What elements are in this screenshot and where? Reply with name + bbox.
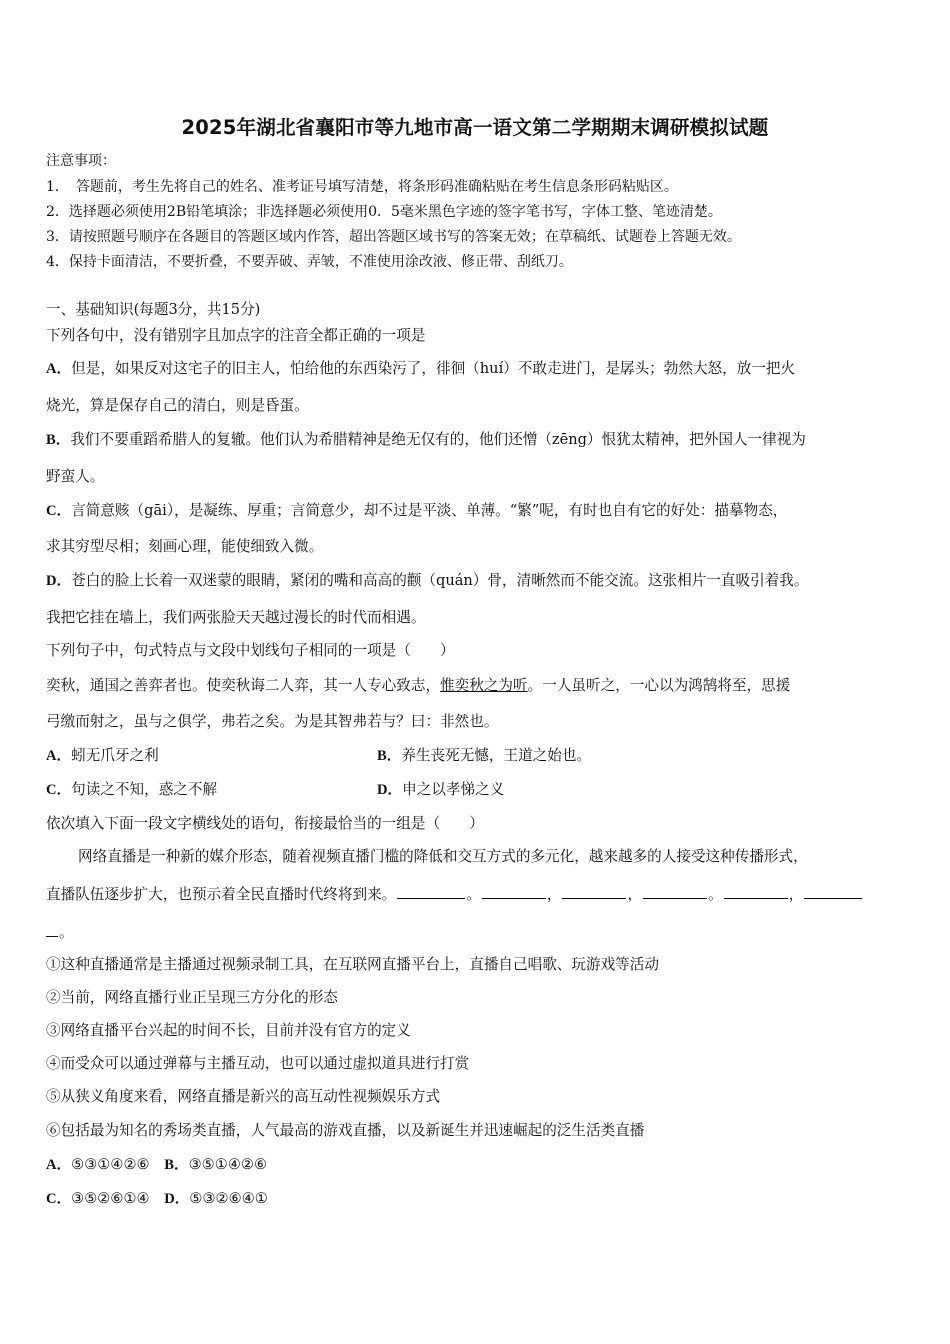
question-3-stem: 依次填入下面一段文字横线处的语句，衔接最恰当的一组是（ ）	[46, 815, 484, 832]
q1-option-a	[46, 359, 916, 379]
underlined-sentence: 惟奕秋之为听	[440, 677, 528, 694]
option-text: 我们不要重蹈希腊人的复辙。他们认为希腊精神是绝无仅有的，他们还憎（zēng）恨犹太精神，把外国人一律视为	[70, 431, 806, 448]
fill-blank	[643, 886, 707, 899]
q2-option-b	[377, 746, 877, 766]
notice-heading: 注意事项：	[46, 153, 116, 169]
q3-item: ②当前，网络直播行业正呈现三方分化的形态	[46, 989, 338, 1006]
option-text: 养生丧死无憾，王道之始也。	[401, 747, 592, 764]
q1-option-d-continued: 我把它挂在墙上，我们两张脸天天越过漫长的时代而相遇。	[46, 609, 426, 626]
blank-punct: ，	[788, 886, 804, 903]
option-label: A．	[46, 1157, 72, 1173]
question-2-stem: 下列句子中，句式特点与文段中划线句子相同的一项是（ ）	[46, 642, 455, 659]
q3-paragraph-end	[46, 923, 916, 943]
passage-text: 奕秋，通国之善弈者也。使奕秋诲二人弈，其一人专心致志，	[46, 677, 441, 694]
blank-punct: 。	[466, 886, 481, 903]
q2-passage-continued: 弓缴而射之，虽与之俱学，弗若之矣。为是其智弗若与？曰：非然也。	[46, 713, 499, 730]
blank-punct: 。	[59, 924, 74, 941]
option-text: 言简意赅（gāi），是凝练、厚重；言简意少，却不过是平淡、单薄。“繁”呢，有时也自有它的好处：描摹物态，	[71, 502, 788, 519]
option-label: C．	[46, 503, 72, 519]
q1-option-b-continued: 野蛮人。	[46, 468, 105, 485]
option-label: C．	[46, 1191, 72, 1207]
q1-option-c	[46, 501, 916, 521]
q3-paragraph-continued	[46, 885, 916, 905]
option-label: B．	[46, 432, 71, 448]
fill-blank	[562, 886, 626, 899]
q2-passage	[46, 676, 916, 696]
q1-option-a-continued: 烧光，算是保存自己的清白，则是昏蛋。	[46, 397, 309, 414]
option-label: D．	[46, 573, 72, 589]
option-label: B．	[377, 748, 402, 764]
option-label: D．	[164, 1191, 190, 1207]
option-text: ⑤③①④②⑥	[71, 1156, 150, 1173]
q2-option-c	[46, 780, 366, 800]
paragraph-text: 直播队伍逐步扩大，也预示着全民直播时代终将到来。	[46, 886, 397, 903]
q2-option-d	[377, 780, 877, 800]
blank-punct: 。	[708, 886, 723, 903]
notice-item: 4．保持卡面清洁，不要折叠，不要弄破、弄皱，不准使用涂改液、修正带、刮纸刀。	[46, 254, 573, 270]
blank-punct: ，	[627, 886, 643, 903]
blank-punct: ，	[546, 886, 562, 903]
q3-paragraph: 网络直播是一种新的媒介形态，随着视频直播门槛的降低和交互方式的多元化，越来越多的人接受这种传播形式，	[78, 848, 808, 865]
page-title: 2025年湖北省襄阳市等九地市高一语文第二学期期末调研模拟试题	[181, 116, 769, 139]
option-text: 但是，如果反对这宅子的旧主人，怕给他的东西染污了，徘徊（huí）不敢走进门，是孱头；勃然大怒，放一把火	[71, 360, 796, 377]
option-text: ③⑤①④②⑥	[188, 1156, 268, 1173]
q2-option-a	[46, 746, 366, 766]
q3-options-row-2	[46, 1189, 916, 1209]
q3-item: ⑥包括最为知名的秀场类直播，人气最高的游戏直播，以及新诞生并迅速崛起的泛生活类直播	[46, 1122, 645, 1139]
q1-option-b	[46, 430, 916, 450]
fill-blank	[46, 924, 58, 937]
option-text: ⑤③②⑥④①	[189, 1190, 268, 1207]
option-text: 蚓无爪牙之利	[71, 747, 159, 764]
option-label: D．	[377, 782, 403, 798]
notice-item: 2．选择题必须使用2B铅笔填涂；非选择题必须使用0．5毫米黑色字迹的签字笔书写，字体工整、笔迹清楚。	[46, 204, 722, 220]
fill-blank	[804, 886, 862, 899]
option-text: 申之以孝悌之义	[402, 781, 505, 798]
passage-text: 。一人虽听之，一心以为鸿鹄将至，思援	[527, 677, 791, 694]
q3-item: ④而受众可以通过弹幕与主播互动，也可以通过虚拟道具进行打赏	[46, 1055, 470, 1072]
fill-blank	[724, 886, 788, 899]
q1-option-c-continued: 求其穷型尽相；刻画心理，能使细致入微。	[46, 538, 324, 555]
fill-blank	[397, 886, 465, 899]
fill-blank	[482, 886, 546, 899]
option-label: B．	[164, 1157, 189, 1173]
option-text: ③⑤②⑥①④	[71, 1190, 150, 1207]
q3-item: ①这种直播通常是主播通过视频录制工具，在互联网直播平台上，直播自己唱歌、玩游戏等活动	[46, 956, 659, 973]
section-heading: 一、基础知识(每题3分，共15分)	[46, 301, 261, 318]
option-label: A．	[46, 748, 72, 764]
q1-option-d	[46, 571, 916, 591]
q3-item: ⑤从狭义角度来看，网络直播是新兴的高互动性视频娱乐方式	[46, 1088, 441, 1105]
q3-item: ③网络直播平台兴起的时间不长，目前并没有官方的定义	[46, 1022, 411, 1039]
notice-item: 1． 答题前，考生先将自己的姓名、准考证号填写清楚，将条形码准确粘贴在考生信息条形码粘贴区。	[46, 179, 678, 195]
q3-options-row-1	[46, 1155, 916, 1175]
option-text: 苍白的脸上长着一双迷蒙的眼睛，紧闭的嘴和高高的颧（quán）骨，清晰然而不能交流。这张相片一直吸引着我。	[71, 572, 809, 589]
option-label: C．	[46, 782, 72, 798]
option-label: A．	[46, 361, 72, 377]
question-1-stem: 下列各句中，没有错别字且加点字的注音全都正确的一项是	[46, 327, 426, 344]
option-text: 句读之不知，惑之不解	[71, 781, 218, 798]
notice-item: 3．请按照题号顺序在各题目的答题区域内作答，超出答题区域书写的答案无效；在草稿纸、试题卷上答题无效。	[46, 229, 741, 245]
